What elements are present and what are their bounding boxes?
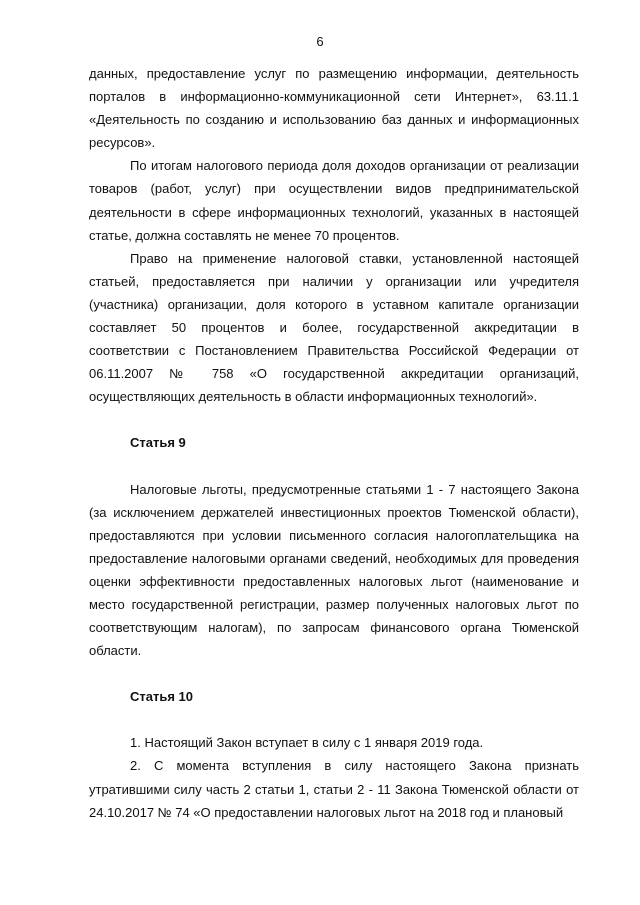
spacer <box>89 455 579 478</box>
spacer <box>89 662 579 685</box>
spacer <box>89 408 579 431</box>
paragraph-continuation: данных, предоставление услуг по размещению информации, деятельность порталов в информационно-коммуникационной сети Интернет», 63.11.1 «Деятельность по созданию и использованию баз данных и информационных ресурсов». <box>89 66 579 151</box>
article-9-text: Налоговые льготы, предусмотренные статьями 1 - 7 настоящего Закона (за исключением держателей инвестиционных проектов Тюменской области), предоставляются при условии письменного согласия налогоплательщика на предоставление налоговыми органами сведений, необходимых для проведения оценки эффективности предоставленных налоговых льгот (наименование и место государственной регистрации, размер полученных налоговых льгот по соответствующим налогам), по запросам финансового органа Тюменской области. <box>89 481 579 659</box>
paragraph-accreditation: Право на применение налоговой ставки, установленной настоящей статьей, предоставляется при наличии у организации или учредителя (участника) организации, доля которого в уставном капитале организации составляет 50 процентов и более, государственной аккредитации в соответствии с Постановлением Правительства Российской Федерации от 06.11.2007 № 758 «О государственной аккредитации организаций, осуществляющих деятельность в области информационных технологий». <box>89 250 579 405</box>
page-number: 6 <box>316 34 324 49</box>
article-10-item-2: 2. С момента вступления в силу настоящего Закона признать утратившими силу часть 2 статьи 1, статьи 2 - 11 Закона Тюменской области от 24.10.2017 № 74 «О предоставлении налоговых льгот на 2018 год и плановый <box>89 758 579 820</box>
article-10-item-1: 1. Настоящий Закон вступает в силу с 1 января 2019 года. <box>130 735 484 751</box>
article-9-heading: Статья 9 <box>130 435 186 451</box>
article-10-heading: Статья 10 <box>130 689 194 705</box>
document-body <box>89 62 579 824</box>
paragraph-income-share: По итогам налогового периода доля доходов организации от реализации товаров (работ, услуг) при осуществлении видов предпринимательской деятельности в сфере информационных технологий, указанных в настоящей статье, должна составлять не менее 70 процентов. <box>89 158 579 243</box>
spacer <box>89 708 579 731</box>
